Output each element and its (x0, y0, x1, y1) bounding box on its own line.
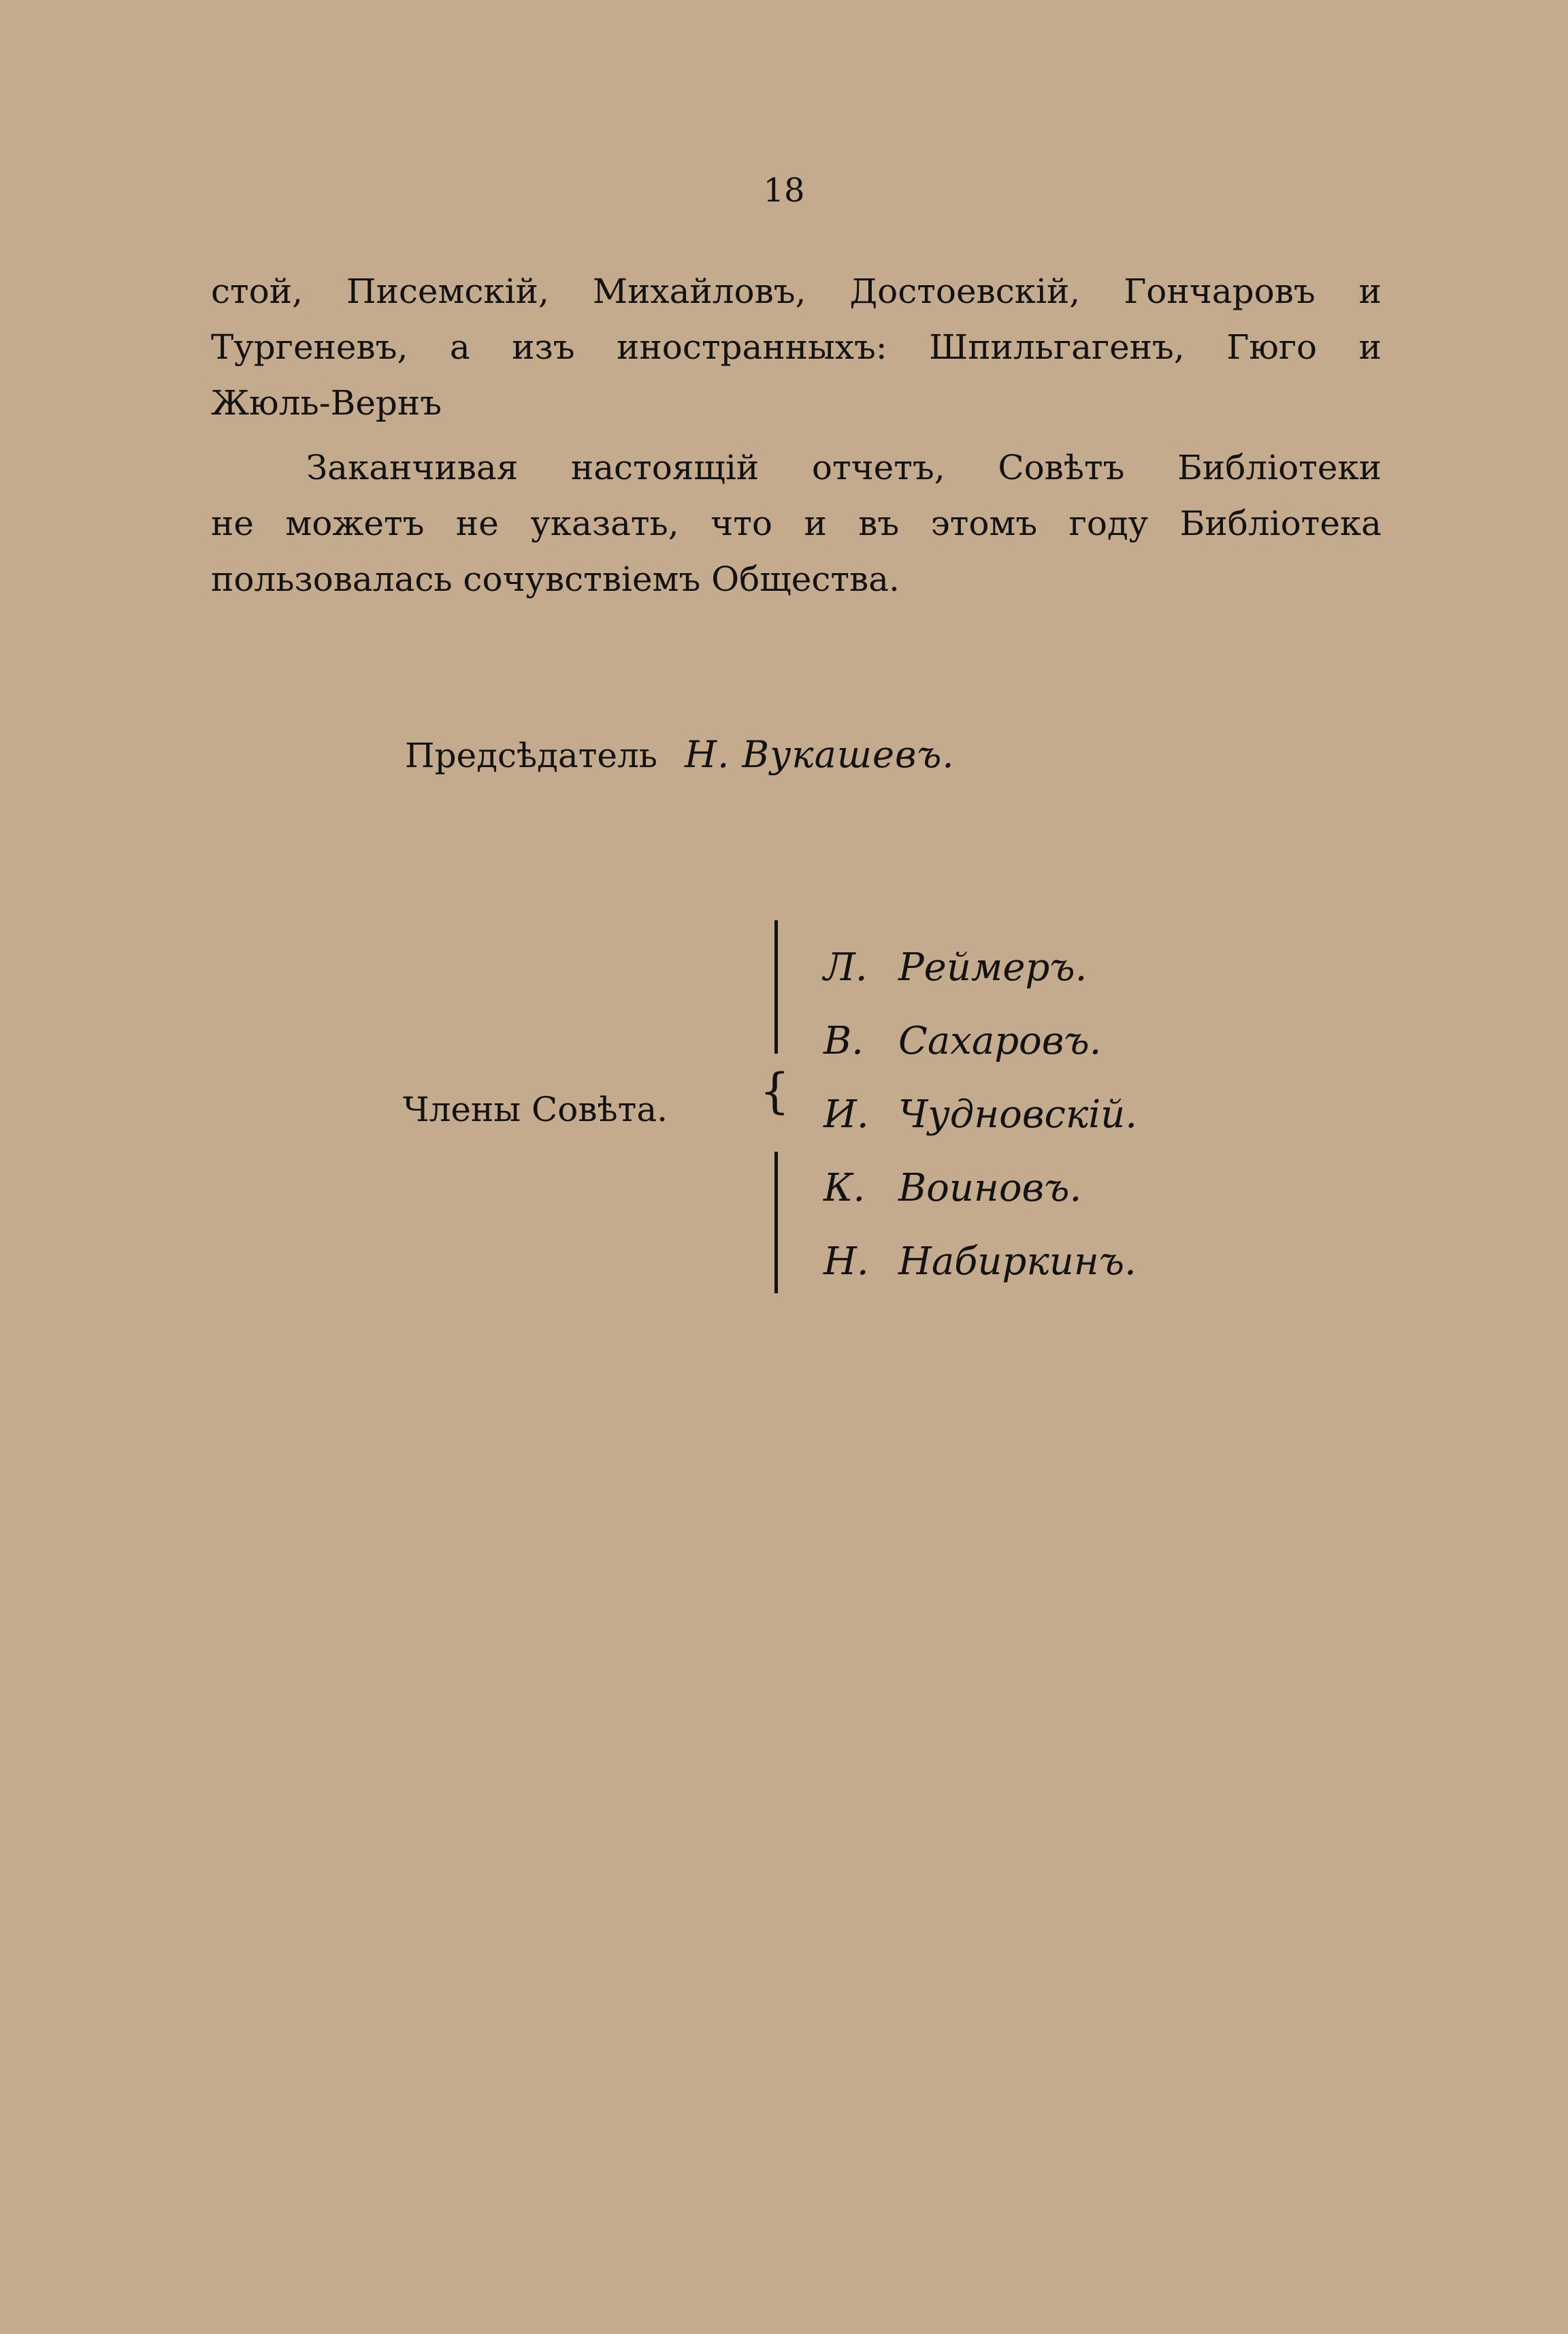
chairman-title: Предсѣдатель (405, 736, 657, 775)
council-label: Члены Совѣта. (403, 1090, 668, 1129)
text-line: Жюль-Вернъ (211, 383, 442, 423)
council-member (823, 1225, 1137, 1299)
paragraph-conclusion (211, 440, 1382, 607)
member-surname: Чудновскій. (898, 1092, 1138, 1137)
paragraph-authors (211, 263, 1382, 431)
member-surname: Реймеръ. (898, 945, 1088, 990)
member-initial: В. (823, 1019, 864, 1063)
chairman-name: Н. Вукашевъ. (684, 733, 955, 776)
member-surname: Набиркинъ. (898, 1239, 1137, 1284)
chairman-signature-line (405, 731, 955, 779)
member-initial: И. (823, 1092, 869, 1137)
text-line: Заканчивая настоящій отчетъ, Совѣтъ Библіотеки (306, 448, 1382, 487)
member-initial: Н. (823, 1239, 869, 1284)
text-line: стой, Писемскій, Михайловъ, Достоевскій, Гончаровъ и (211, 272, 1382, 311)
member-surname: Воиновъ. (898, 1166, 1082, 1210)
page-number: 18 (763, 172, 805, 210)
text-line: пользовалась сочувствіемъ Общества. (211, 560, 900, 599)
member-surname: Сахаровъ. (898, 1019, 1102, 1063)
council-member (823, 931, 1137, 1005)
text-line: Тургеневъ, а изъ иностранныхъ: Шпильгагенъ, Гюго и (211, 327, 1382, 367)
member-initial: К. (823, 1166, 866, 1210)
member-initial: Л. (823, 945, 868, 990)
council-member (823, 1005, 1137, 1078)
brace-bottom (774, 1152, 778, 1293)
brace-tip: { (760, 1063, 790, 1119)
brace-top (774, 920, 778, 1054)
council-member (823, 1078, 1137, 1152)
council-member (823, 1152, 1137, 1225)
text-line: не можетъ не указать, что и въ этомъ году Библіотека (211, 504, 1382, 543)
council-members-list (823, 931, 1137, 1299)
